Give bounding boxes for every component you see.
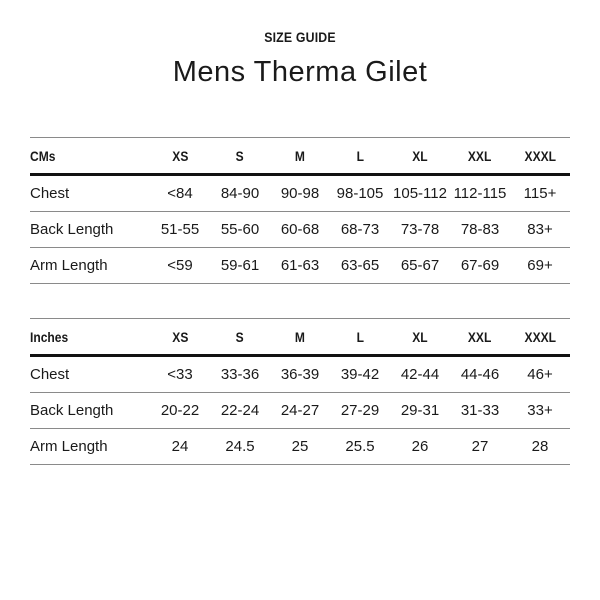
size-header [270,138,330,175]
size-header [330,319,390,356]
size-header-text: M [294,147,306,164]
table-cell: <59 [150,248,210,284]
table-cell: 115+ [510,175,570,212]
table-cell: 20-22 [150,393,210,429]
size-guide-kicker: SIZE GUIDE [264,29,336,45]
table-cell: 44-46 [450,356,510,393]
table-cell: 51-55 [150,212,210,248]
table-cell: 24 [150,429,210,465]
table-cell: 26 [390,429,450,465]
table-row [30,429,570,465]
table-header-row [30,319,570,356]
size-header [390,319,450,356]
table-cell: 61-63 [270,248,330,284]
unit-label [30,319,150,356]
size-header-text: XXL [468,328,492,345]
row-label: Chest [30,356,150,393]
table-row [30,212,570,248]
size-header [210,138,270,175]
size-header [390,138,450,175]
table-cell: 112-115 [450,175,510,212]
table-cell: 67-69 [450,248,510,284]
size-header-text: M [294,328,306,345]
table-row [30,356,570,393]
row-label: Arm Length [30,429,150,465]
unit-label-text: CMs [30,147,56,164]
size-header-text: S [235,147,245,164]
table-row [30,248,570,284]
table-cell: 33-36 [210,356,270,393]
size-header-text: L [356,328,364,345]
size-header-text: XXL [468,147,492,164]
table-cell: 59-61 [210,248,270,284]
row-label: Back Length [30,212,150,248]
table-cell: 31-33 [450,393,510,429]
size-header [150,319,210,356]
size-header [330,138,390,175]
size-header-text: S [235,328,245,345]
table-cell: 78-83 [450,212,510,248]
table-cell: 84-90 [210,175,270,212]
table-cell: <33 [150,356,210,393]
size-header-text: XXXL [524,147,556,164]
size-header [210,319,270,356]
size-header-text: XL [412,147,428,164]
unit-label-text: Inches [30,328,69,345]
table-cell: 63-65 [330,248,390,284]
table-cell: 39-42 [330,356,390,393]
table-cell: 33+ [510,393,570,429]
unit-label [30,138,150,175]
table-cell: 42-44 [390,356,450,393]
table-cell: 105-112 [390,175,450,212]
table-cell: 29-31 [390,393,450,429]
row-label: Chest [30,175,150,212]
size-header-text: XL [412,328,428,345]
size-header-text: XS [171,147,189,164]
product-title: Mens Therma Gilet [172,56,428,88]
table-row [30,393,570,429]
table-cell: 83+ [510,212,570,248]
table-cell: 55-60 [210,212,270,248]
table-header-row [30,138,570,175]
table-cell: 25 [270,429,330,465]
size-header [510,138,570,175]
table-cell: 65-67 [390,248,450,284]
size-header [450,138,510,175]
table-cell: 25.5 [330,429,390,465]
table-cell: 68-73 [330,212,390,248]
size-header-text: L [356,147,364,164]
inches-size-table [30,318,570,465]
cm-size-table [30,137,570,284]
size-header-text: XS [171,328,189,345]
size-header-text: XXXL [524,328,556,345]
size-header [510,319,570,356]
row-label: Arm Length [30,248,150,284]
table-cell: 24-27 [270,393,330,429]
table-cell: 24.5 [210,429,270,465]
table-cell: 46+ [510,356,570,393]
table-cell: 73-78 [390,212,450,248]
table-cell: 28 [510,429,570,465]
table-cell: 22-24 [210,393,270,429]
row-label: Back Length [30,393,150,429]
table-cell: 27-29 [330,393,390,429]
table-row [30,175,570,212]
table-cell: 69+ [510,248,570,284]
table-cell: 60-68 [270,212,330,248]
size-header [150,138,210,175]
table-cell: 27 [450,429,510,465]
table-cell: <84 [150,175,210,212]
size-header [450,319,510,356]
table-cell: 98-105 [330,175,390,212]
size-header [270,319,330,356]
table-cell: 90-98 [270,175,330,212]
table-cell: 36-39 [270,356,330,393]
